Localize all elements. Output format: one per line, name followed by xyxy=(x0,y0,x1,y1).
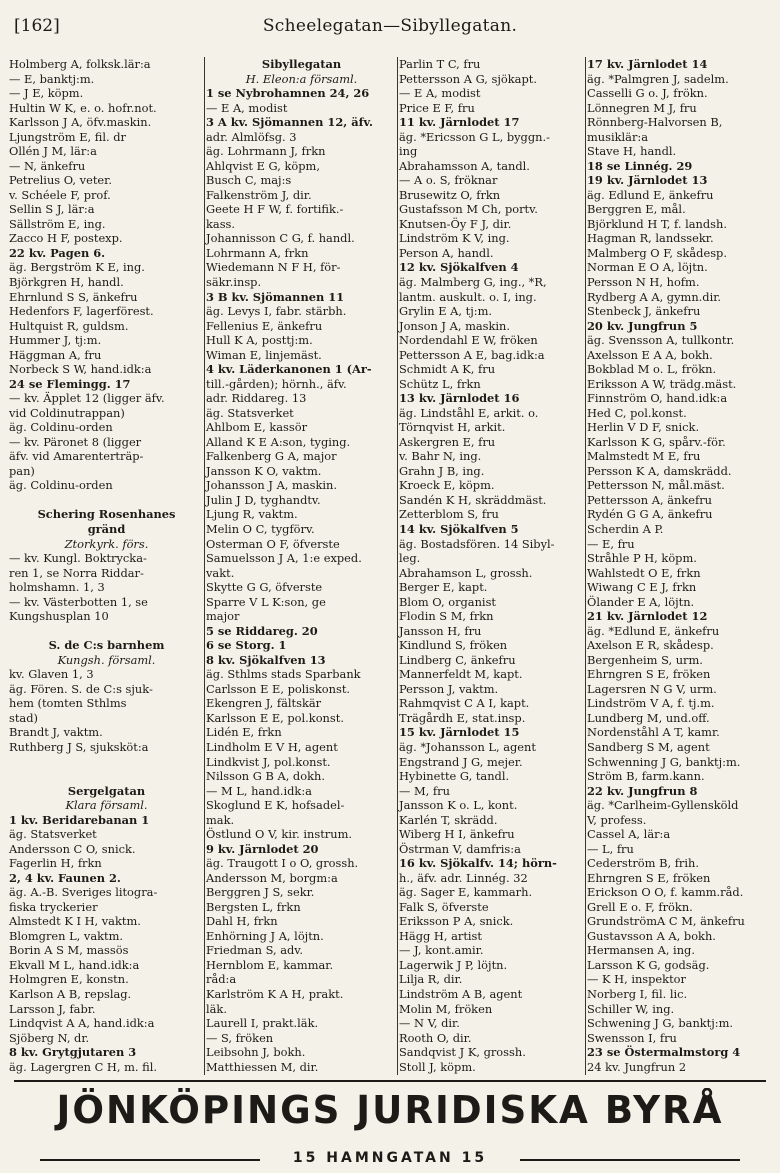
directory-entry: Lindström K V, ing. xyxy=(399,231,510,246)
directory-entry: v. Schéele F, prof. xyxy=(9,187,111,202)
directory-entry: Wiberg H I, änkefru xyxy=(399,827,515,842)
directory-entry: v. Bahr N, ing. xyxy=(399,449,482,464)
street-heading: Sibyllegatan xyxy=(261,57,342,71)
property-heading: 19 kv. Järnlodet 13 xyxy=(587,173,708,188)
directory-entry: pan) xyxy=(9,463,35,478)
directory-entry: fiska tryckerier xyxy=(9,899,98,914)
directory-entry: Falk S, öfverste xyxy=(399,899,489,914)
directory-entry: Jonson J A, maskin. xyxy=(399,318,511,333)
directory-entry: Sällström E, ing. xyxy=(9,216,106,231)
directory-entry: Osterman O F, öfverste xyxy=(206,536,340,551)
directory-entry: Kroeck E, köpm. xyxy=(399,478,495,493)
directory-entry: Karlsson K G, spårv.-för. xyxy=(587,434,726,449)
directory-entry: äg. Traugott I o O, grossh. xyxy=(206,856,359,871)
column-3 xyxy=(398,57,585,1075)
directory-entry: Persson N H, hofm. xyxy=(587,274,700,289)
directory-entry: — kv. Päronet 8 (ligger xyxy=(9,434,142,449)
directory-entry: Skoglund E K, hofsadel- xyxy=(206,798,345,813)
directory-entry: Ruthberg J S, sjuksköt:a xyxy=(9,739,149,754)
column-4 xyxy=(586,57,776,1075)
directory-entry: — A o. S, fröknar xyxy=(399,173,498,188)
directory-entry: Cederström B, frih. xyxy=(587,856,699,871)
directory-entry: Geete H F W, f. fortifik.- xyxy=(206,202,344,217)
directory-entry: Lönnegren M J, fru xyxy=(587,100,697,115)
directory-entry: Hummer J, tj:m. xyxy=(9,333,102,348)
directory-entry: Busch C, maj:s xyxy=(206,173,292,188)
directory-entry: Molin M, fröken xyxy=(399,1001,493,1016)
directory-entry: Johansson J A, maskin. xyxy=(206,478,337,493)
directory-entry: Ljungström E, fil. dr xyxy=(9,129,126,144)
directory-entry: Enhörning J A, löjtn. xyxy=(206,928,324,943)
directory-entry: — E A, modist xyxy=(206,100,288,115)
directory-entry: lantm. auskult. o. I, ing. xyxy=(399,289,537,304)
directory-entry: Leibsohn J, bokh. xyxy=(206,1045,306,1060)
directory-entry: Person A, handl. xyxy=(399,245,494,260)
directory-entry: Berger E, kapt. xyxy=(399,580,488,595)
directory-entry xyxy=(398,1074,585,1075)
directory-entry: Mannerfeldt M, kapt. xyxy=(399,667,523,682)
directory-entry: Brusewitz O, frkn xyxy=(399,187,501,202)
directory-entry: Hed C, pol.konst. xyxy=(587,405,687,420)
property-heading: 14 kv. Sjökalfven 5 xyxy=(399,522,519,536)
directory-entry: Lagersren N G V, urm. xyxy=(587,681,717,696)
directory-entry: Pettersson A E, bag.idk:a xyxy=(399,347,545,362)
directory-entry: Karlén T, skrädd. xyxy=(399,812,498,827)
property-heading: 21 kv. Järnlodet 12 xyxy=(587,609,708,624)
directory-entry: Erickson O O, f. kamm.råd. xyxy=(587,885,744,900)
directory-entry: Nilsson G B A, dokh. xyxy=(206,769,325,784)
directory-entry: Ehrngren S E, fröken xyxy=(587,667,711,682)
directory-entry: Falkenström J, dir. xyxy=(206,187,312,202)
street-heading: Ztorkyrk. förs. xyxy=(64,536,149,551)
directory-entry: Schütz L, frkn xyxy=(399,376,481,391)
directory-entry: Grell E o. F, frökn. xyxy=(587,899,693,914)
directory-entry: Friedman S, adv. xyxy=(206,943,303,958)
directory-entry: Laurell I, prakt.läk. xyxy=(206,1016,319,1031)
directory-entry: Pettersson A G, sjökapt. xyxy=(399,71,537,86)
directory-entry: Eriksson A W, trädg.mäst. xyxy=(587,376,737,391)
street-heading: Sergelgatan xyxy=(67,783,146,798)
directory-entry: Schwening J G, banktj:m. xyxy=(587,1016,734,1031)
directory-entry: Holmberg A, folksk.lär:a xyxy=(9,57,151,71)
directory-entry: kass. xyxy=(206,216,236,231)
footer-advert-title: JÖNKÖPINGS JURIDISKA BYRÅ xyxy=(56,1088,724,1132)
directory-entry: till.-gården); hörnh., äfv. xyxy=(206,376,347,391)
directory-entry: äg. *Ericsson G L, byggn.- xyxy=(399,129,550,144)
property-heading: 3 B kv. Sjömannen 11 xyxy=(206,289,345,304)
directory-entry: Gustafsson M Ch, portv. xyxy=(399,202,538,217)
directory-entry: Scherdin A P. xyxy=(587,522,664,536)
directory-entry: Hägg H, artist xyxy=(399,928,482,943)
directory-entry: Karlsson J A, öfv.maskin. xyxy=(9,115,152,130)
directory-entry: Hybinette G, tandl. xyxy=(399,769,510,784)
directory-entry: Björkgren H, handl. xyxy=(9,274,124,289)
directory-entry: vakt. xyxy=(206,565,235,580)
directory-entry: äg. Statsverket xyxy=(9,827,97,842)
directory-entry: Axelson E R, skådesp. xyxy=(587,638,714,653)
directory-entry: Casselli G o. J, frökn. xyxy=(587,86,708,101)
directory-entry: Persson J, vaktm. xyxy=(399,681,499,696)
directory-entry: ing xyxy=(399,144,418,159)
property-heading: 17 kv. Järnlodet 14 xyxy=(587,57,708,71)
directory-entry: Hultquist R, guldsm. xyxy=(9,318,129,333)
directory-entry: Lindholm E V H, agent xyxy=(206,739,338,754)
directory-entry: Jansson K O, vaktm. xyxy=(206,463,322,478)
directory-entry: Sandén K H, skräddmäst. xyxy=(399,492,547,507)
directory-entry: Nordendahl E W, fröken xyxy=(399,333,538,348)
footer-rule xyxy=(14,1080,766,1082)
property-heading: 22 kv. Jungfrun 8 xyxy=(587,783,698,798)
directory-entry: Alland K E A:son, tyging. xyxy=(206,434,351,449)
directory-entry: äg. Coldinu-orden xyxy=(9,420,113,435)
directory-entry: Wiman E, linjemäst. xyxy=(206,347,322,362)
page-number: [162] xyxy=(14,16,60,36)
directory-entry: major xyxy=(206,609,240,624)
directory-entry: äg. Sthlms stads Sparbank xyxy=(206,667,361,682)
directory-entry: Zacco H F, postexp. xyxy=(9,231,123,246)
directory-entry: äg. *Edlund E, änkefru xyxy=(587,623,720,638)
directory-entry: h., äfv. adr. Linnég. 32 xyxy=(399,870,528,885)
directory-entry: 24 kv. Jungfrun 2 xyxy=(587,1059,687,1074)
directory-entry: Hagman R, landssekr. xyxy=(587,231,714,246)
directory-entry: Melin O C, tygförv. xyxy=(206,522,315,536)
directory-entry xyxy=(8,624,204,639)
property-heading: 1 kv. Beridarebanan 1 xyxy=(9,812,150,827)
directory-entry: Fellenius E, änkefru xyxy=(206,318,323,333)
directory-entry: äg. Sager E, kammarh. xyxy=(399,885,533,900)
directory-entry: musiklär:a xyxy=(587,129,649,144)
directory-entry: äg. Bergström K E, ing. xyxy=(9,260,145,275)
directory-entry: kv. Glaven 1, 3 xyxy=(9,667,94,682)
property-heading: 4 kv. Läderkanonen 1 (Ar- xyxy=(206,362,372,377)
directory-entry: Finnström O, hand.idk:a xyxy=(587,391,728,406)
directory-entry: Wiwang C E J, frkn xyxy=(587,580,697,595)
directory-entry: Zetterblom S, fru xyxy=(399,507,499,522)
directory-entry: — N V, dir. xyxy=(399,1016,460,1031)
directory-entry: äg. *Johansson L, agent xyxy=(399,739,536,754)
directory-entry: Holmgren E, konstn. xyxy=(9,972,129,987)
street-heading: Kungsh. församl. xyxy=(57,652,156,667)
directory-entry: Stråhle P H, köpm. xyxy=(587,551,697,566)
directory-entry: GrundströmA C M, änkefru xyxy=(587,914,745,929)
directory-entry: Berggren E, mål. xyxy=(587,202,686,217)
column-1 xyxy=(8,57,204,1075)
directory-entry: — kv. Kungl. Boktrycka- xyxy=(9,551,147,566)
directory-entry: Schiller W, ing. xyxy=(587,1001,675,1016)
page-header xyxy=(0,0,780,52)
directory-entry: — E A, modist xyxy=(399,86,481,101)
directory-entry: V, profess. xyxy=(587,812,647,827)
directory-entry: Hull K A, posttj:m. xyxy=(206,333,313,348)
directory-entry: Persson K A, damskrädd. xyxy=(587,463,732,478)
directory-entry: — K H, inspektor xyxy=(587,972,686,987)
directory-entry: Lundberg M, und.off. xyxy=(587,710,710,725)
directory-entry: — J, kont.amir. xyxy=(399,943,484,958)
directory-entry: Rönnberg-Halvorsen B, xyxy=(587,115,723,130)
directory-entry: Sandberg S M, agent xyxy=(587,739,710,754)
directory-entry: Stoll J, köpm. xyxy=(399,1059,476,1074)
directory-entry: äg. Fören. S. de C:s sjuk- xyxy=(9,681,153,696)
property-heading: 11 kv. Järnlodet 17 xyxy=(399,115,520,130)
directory-entry: Rahmqvist C A I, kapt. xyxy=(399,696,530,711)
directory-entry: Dahl H, frkn xyxy=(206,914,278,929)
directory-entry: äg. *Carlheim-Gyllensköld xyxy=(587,798,739,813)
street-heading: Klara församl. xyxy=(65,798,148,813)
directory-entry: Matthiessen M, dir. xyxy=(206,1059,319,1074)
directory-entry xyxy=(586,1074,776,1075)
directory-entry: Fagerlin H, frkn xyxy=(9,856,102,871)
directory-entry: Pettersson N, mål.mäst. xyxy=(587,478,725,493)
directory-entry: äg. Lagergren C H, m. fil. xyxy=(9,1059,158,1074)
directory-entry: Askergren E, fru xyxy=(399,434,496,449)
directory-entry: Schmidt A K, fru xyxy=(399,362,496,377)
directory-entry: Eriksson P A, snick. xyxy=(399,914,514,929)
directory-entry: Lindberg C, änkefru xyxy=(399,652,516,667)
directory-entry: Engstrand J G, mejer. xyxy=(399,754,523,769)
directory-entry: Bokblad M o. L, frökn. xyxy=(587,362,717,377)
directory-entry: — N, änkefru xyxy=(9,158,86,173)
directory-entry: Knutsen-Öy F J, dir. xyxy=(399,216,512,231)
directory-entry: mak. xyxy=(206,812,235,827)
directory-entry: adr. Riddareg. 13 xyxy=(206,391,307,406)
directory-entry: — E, banktj:m. xyxy=(9,71,95,86)
property-heading: 8 kv. Sjökalfven 13 xyxy=(206,652,326,667)
directory-entry xyxy=(8,769,204,784)
directory-entry: Abrahamsson A, tandl. xyxy=(399,158,530,173)
directory-entry: Swensson I, fru xyxy=(587,1030,677,1045)
directory-entry: Ollén J M, lär:a xyxy=(9,144,97,159)
directory-entry: Grahn J B, ing. xyxy=(399,463,485,478)
directory-entry: Julin J D, tyghandtv. xyxy=(206,492,321,507)
directory-entry: adr. Almlöfsg. 3 xyxy=(206,129,297,144)
directory-entry: ren 1, se Norra Riddar- xyxy=(9,565,144,580)
directory-entry: Sellin S J, lär:a xyxy=(9,202,95,217)
directory-entry: Andersson C O, snick. xyxy=(9,841,136,856)
directory-entry: Bergsten L, frkn xyxy=(206,899,301,914)
directory-entry: — M, fru xyxy=(399,783,450,798)
directory-entry: Karlson A B, repslag. xyxy=(9,987,132,1001)
directory-entry: — kv. Västerbotten 1, se xyxy=(9,594,148,609)
property-heading: 18 se Linnég. 29 xyxy=(587,158,693,173)
directory-entry: Wiedemann N F H, för- xyxy=(206,260,341,275)
directory-entry: Larsson J, fabr. xyxy=(9,1001,96,1016)
directory-entry: — S, fröken xyxy=(206,1030,274,1045)
directory-entry: äg. Bostadsfören. 14 Sibyl- xyxy=(399,536,555,551)
directory-entry: råd:a xyxy=(206,972,237,987)
directory-entry: Brandt J, vaktm. xyxy=(9,725,103,740)
directory-entry: äg. Malmberg G, ing., *R, xyxy=(399,274,547,289)
directory-entry: Carlsson E E, poliskonst. xyxy=(206,681,351,696)
directory-entry xyxy=(8,1074,204,1075)
directory-entry: Norman E O A, löjtn. xyxy=(587,260,708,275)
directory-entry: vid Coldinutrappan) xyxy=(9,405,125,420)
directory-entry: säkr.insp. xyxy=(206,274,262,289)
directory-entry: stad) xyxy=(9,710,38,725)
directory-entry: Axelsson E A A, bokh. xyxy=(587,347,713,362)
directory-entry: Stenbeck J, änkefru xyxy=(587,304,701,319)
directory-columns xyxy=(8,57,776,1075)
directory-entry: leg. xyxy=(399,551,421,566)
directory-entry: Sandqvist J K, grossh. xyxy=(399,1045,526,1060)
directory-entry: Lindkvist J, pol.konst. xyxy=(206,754,331,769)
property-heading: 20 kv. Jungfrun 5 xyxy=(587,318,698,333)
directory-entry: Larsson K G, godsäg. xyxy=(587,957,710,972)
directory-entry: Hedenfors F, lagerförest. xyxy=(9,304,154,319)
directory-entry: Wahlstedt O E, frkn xyxy=(587,565,701,580)
directory-entry: Pettersson A, änkefru xyxy=(587,492,712,507)
directory-entry: Lagerwik J P, löjtn. xyxy=(399,957,508,972)
directory-entry: Ehrnlund S S, änkefru xyxy=(9,289,138,304)
directory-entry: äg. Svensson A, tullkontr. xyxy=(587,333,735,348)
directory-entry: äg. Lohrmann J, frkn xyxy=(206,144,326,159)
directory-entry: Nordenståhl A T, kamr. xyxy=(587,725,720,740)
directory-entry: äg. Edlund E, änkefru xyxy=(587,187,714,202)
directory-entry: Trägårdh E, stat.insp. xyxy=(399,710,526,725)
directory-entry: Parlin T C, fru xyxy=(399,57,481,71)
street-heading: Schering Rosenhanes xyxy=(37,507,176,522)
directory-entry: Norbeck S W, hand.idk:a xyxy=(9,362,152,377)
directory-entry: Ehrngren S E, fröken xyxy=(587,870,711,885)
directory-entry: — kv. Äpplet 12 (ligger äfv. xyxy=(9,391,165,406)
directory-entry: Petrelius O, veter. xyxy=(9,173,112,188)
directory-entry: Skytte G G, öfverste xyxy=(206,580,323,595)
directory-entry: Cassel A, lär:a xyxy=(587,827,671,842)
directory-entry: äg. Levys I, fabr. stärbh. xyxy=(206,304,347,319)
property-heading: 22 kv. Pagen 6. xyxy=(9,245,106,260)
directory-entry xyxy=(205,1074,397,1075)
property-heading: 23 se Östermalmstorg 4 xyxy=(587,1045,741,1060)
footer-advert-address: 15 HAMNGATAN 15 xyxy=(292,1150,488,1166)
directory-entry: Rydén G G A, änkefru xyxy=(587,507,713,522)
directory-entry: Östrman V, damfris:a xyxy=(399,841,521,856)
property-heading: 9 kv. Järnlodet 20 xyxy=(206,841,319,856)
directory-entry: Schwenning J G, banktj:m. xyxy=(587,754,741,769)
directory-entry: Lindström V A, f. tj.m. xyxy=(587,696,715,711)
directory-entry: äfv. vid Amarenterträp- xyxy=(9,449,144,464)
directory-entry: Ölander E A, löjtn. xyxy=(587,594,695,609)
directory-entry: Herlin V D F, snick. xyxy=(587,420,700,435)
directory-entry xyxy=(8,755,204,770)
directory-entry: Berggren J S, sekr. xyxy=(206,885,315,900)
directory-entry: Karlström K A H, prakt. xyxy=(206,987,344,1001)
directory-entry: Ekvall M L, hand.idk:a xyxy=(9,957,140,972)
directory-entry: Lindqvist A A, hand.idk:a xyxy=(9,1016,155,1031)
directory-entry: Stave H, handl. xyxy=(587,144,677,159)
directory-entry: Lilja R, dir. xyxy=(399,972,463,987)
directory-entry: Östlund O V, kir. instrum. xyxy=(206,827,353,842)
page-title: Scheelegatan—Sibyllegatan. xyxy=(262,16,518,36)
directory-entry: äg. Coldinu-orden xyxy=(9,478,113,493)
property-heading: 6 se Storg. 1 xyxy=(206,638,287,653)
directory-entry: Rydberg A A, gymn.dir. xyxy=(587,289,722,304)
directory-entry: Sparre V L K:son, ge xyxy=(206,594,326,609)
directory-entry: Björklund H T, f. landsh. xyxy=(587,216,727,231)
directory-entry: Jansson H, fru xyxy=(399,623,482,638)
directory-entry: Flodin S M, frkn xyxy=(399,609,494,624)
directory-entry: Almstedt K I H, vaktm. xyxy=(9,914,141,929)
property-heading: 16 kv. Sjökalfv. 14; hörn- xyxy=(399,856,557,871)
directory-entry: — L, fru xyxy=(587,841,634,856)
directory-entry: Kungshusplan 10 xyxy=(9,609,109,624)
directory-entry: Samuelsson J A, 1:e exped. xyxy=(206,551,362,566)
directory-entry: Price E F, fru xyxy=(399,100,475,115)
directory-entry: Gustavsson A A, bokh. xyxy=(587,928,716,943)
property-heading: 3 A kv. Sjömannen 12, äfv. xyxy=(206,115,373,130)
directory-entry: äg. Lindståhl E, arkit. o. xyxy=(399,405,539,420)
directory-entry: äg. *Palmgren J, sadelm. xyxy=(587,71,729,86)
directory-entry: Malmstedt M E, fru xyxy=(587,449,701,464)
directory-entry: Lindström A B, agent xyxy=(399,987,523,1001)
directory-entry: Karlsson E E, pol.konst. xyxy=(206,710,344,725)
street-heading: H. Eleon:a församl. xyxy=(245,71,358,86)
directory-entry: Ljung R, vaktm. xyxy=(206,507,298,522)
property-heading: 2, 4 kv. Faunen 2. xyxy=(9,870,121,885)
column-2 xyxy=(205,57,397,1075)
directory-entry: Andersson M, borgm:a xyxy=(206,870,338,885)
directory-entry: Hermansen A, ing. xyxy=(587,943,695,958)
directory-entry: Blomgren L, vaktm. xyxy=(9,928,124,943)
directory-entry: holmshamn. 1, 3 xyxy=(9,580,105,595)
directory-entry: Kindlund S, fröken xyxy=(399,638,508,653)
directory-entry: Lohrmann A, frkn xyxy=(206,245,309,260)
directory-entry: Falkenberg G A, major xyxy=(206,449,337,464)
directory-entry: Sjöberg N, dr. xyxy=(9,1030,90,1045)
directory-entry: — M L, hand.idk:a xyxy=(206,783,312,798)
directory-entry: Malmberg O F, skådesp. xyxy=(587,245,727,260)
directory-entry: Ström B, farm.kann. xyxy=(587,769,705,784)
street-heading: S. de C:s barnhem xyxy=(48,638,165,653)
directory-entry xyxy=(8,493,204,508)
directory-entry: Johannisson C G, f. handl. xyxy=(206,231,355,246)
property-heading: 8 kv. Grytgjutaren 3 xyxy=(9,1045,137,1060)
directory-entry: äg. Statsverket xyxy=(206,405,294,420)
directory-entry: Ekengren J, fältskär xyxy=(206,696,322,711)
directory-entry: Hultin W K, e. o. hofr.not. xyxy=(9,100,157,115)
directory-entry: Borin A S M, massös xyxy=(9,943,129,958)
directory-entry: Grylin E A, tj:m. xyxy=(399,304,492,319)
directory-entry: Häggman A, fru xyxy=(9,347,102,362)
property-heading: 12 kv. Sjökalfven 4 xyxy=(399,260,519,275)
directory-entry: Bergenheim S, urm. xyxy=(587,652,703,667)
directory-entry: — J E, köpm. xyxy=(9,86,84,101)
directory-entry: hem (tomten Sthlms xyxy=(9,696,127,711)
directory-entry: Jansson K o. L, kont. xyxy=(399,798,518,813)
directory-entry: Ahlbom E, kassör xyxy=(206,420,308,435)
directory-entry: äg. A.-B. Sveriges litogra- xyxy=(9,885,158,900)
directory-entry: Blom O, organist xyxy=(399,594,496,609)
property-heading: 13 kv. Järnlodet 16 xyxy=(399,391,520,406)
directory-entry: Rooth O, dir. xyxy=(399,1030,472,1045)
street-heading: gränd xyxy=(87,522,126,536)
property-heading: 1 se Nybrohamnen 24, 26 xyxy=(206,86,370,101)
property-heading: 15 kv. Järnlodet 15 xyxy=(399,725,520,740)
directory-entry: Ahlqvist E G, köpm, xyxy=(206,158,320,173)
footer-line-right xyxy=(520,1159,740,1161)
directory-entry: Hernblom E, kammar. xyxy=(206,957,334,972)
directory-entry: — E, fru xyxy=(587,536,635,551)
directory-entry: Törnqvist H, arkit. xyxy=(399,420,506,435)
property-heading: 24 se Flemingg. 17 xyxy=(9,376,131,391)
directory-entry: Lidén E, frkn xyxy=(206,725,282,740)
directory-entry: Abrahamson L, grossh. xyxy=(399,565,533,580)
directory-entry: läk. xyxy=(206,1001,227,1016)
directory-entry: Norberg I, fil. lic. xyxy=(587,987,688,1001)
property-heading: 5 se Riddareg. 20 xyxy=(206,623,318,638)
